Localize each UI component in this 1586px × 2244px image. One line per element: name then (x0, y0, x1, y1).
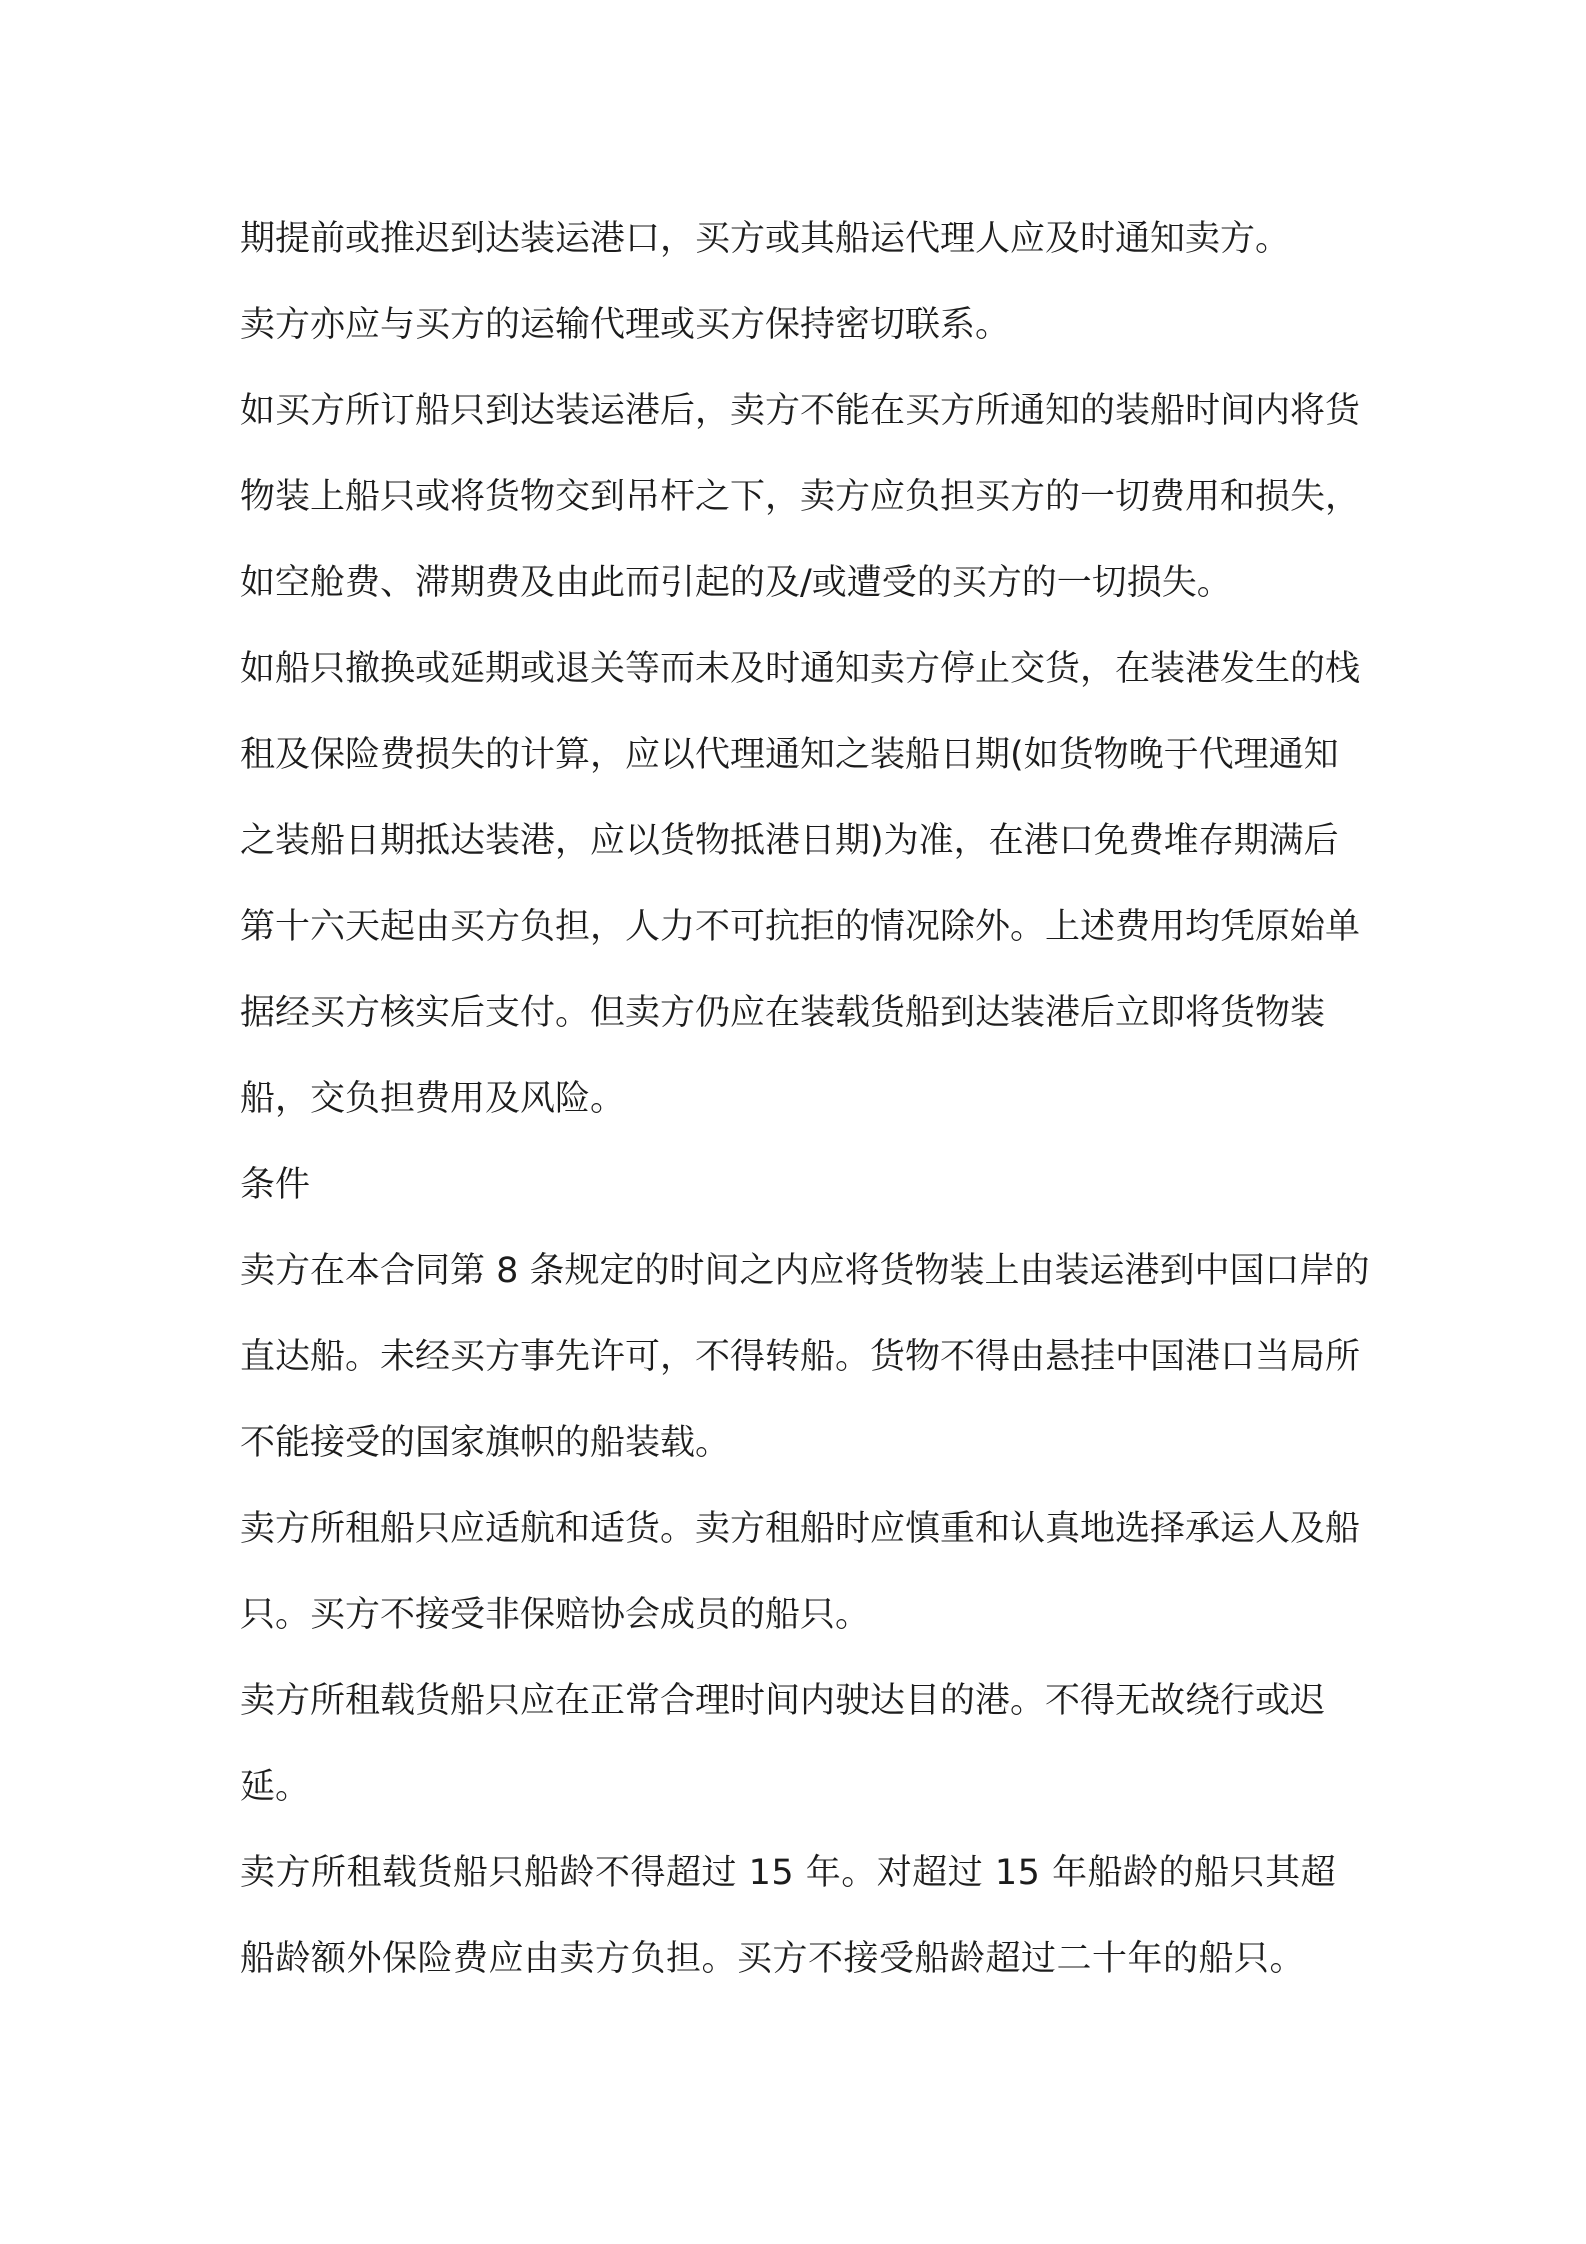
paragraph-vessel-change: 如船只撤换或延期或退关等而未及时通知卖方停止交货，在装港发生的栈租及保险费损失的计算，应以代理通知之装船日期(如货物晚于代理通知之装船日期抵达装港，应以货物抵港日期)为准，在港口免费堆存期满后第十六天起由买方负担，人力不可抗拒的情况除外。上述费用均凭原始单据经买方核实后支付。但卖方仍应在装载货船到达装港后立即将货物装船，交负担费用及风险。 (240, 649, 1361, 1119)
document-body (240, 196, 1370, 2002)
section-heading-conditions: 条件 (240, 1165, 311, 1205)
paragraph-vessel-age: 卖方所租载货船只船龄不得超过 15 年。对超过 15 年船龄的船只其超船龄额外保险费应由卖方负担。买方不接受船龄超过二十年的船只。 (240, 1853, 1337, 1979)
paragraph-notice: 期提前或推迟到达装运港口，买方或其船运代理人应及时通知卖方。 (240, 219, 1291, 259)
paragraph-liaison: 卖方亦应与买方的运输代理或买方保持密切联系。 (240, 305, 1011, 345)
paragraph-seaworthiness: 卖方所租船只应适航和适货。卖方租船时应慎重和认真地选择承运人及船只。买方不接受非保赔协会成员的船只。 (240, 1509, 1361, 1635)
paragraph-direct-vessel: 卖方在本合同第 8 条规定的时间之内应将货物装上由装运港到中国口岸的直达船。未经买方事先许可，不得转船。货物不得由悬挂中国港口当局所不能接受的国家旗帜的船装载。 (240, 1251, 1370, 1463)
paragraph-loading-failure: 如买方所订船只到达装运港后，卖方不能在买方所通知的装船时间内将货物装上船只或将货物交到吊杆之下，卖方应负担买方的一切费用和损失，如空舱费、滞期费及由此而引起的及/或遭受的买方的一切损失。 (240, 391, 1361, 603)
paragraph-no-deviation: 卖方所租载货船只应在正常合理时间内驶达目的港。不得无故绕行或迟延。 (240, 1681, 1326, 1807)
